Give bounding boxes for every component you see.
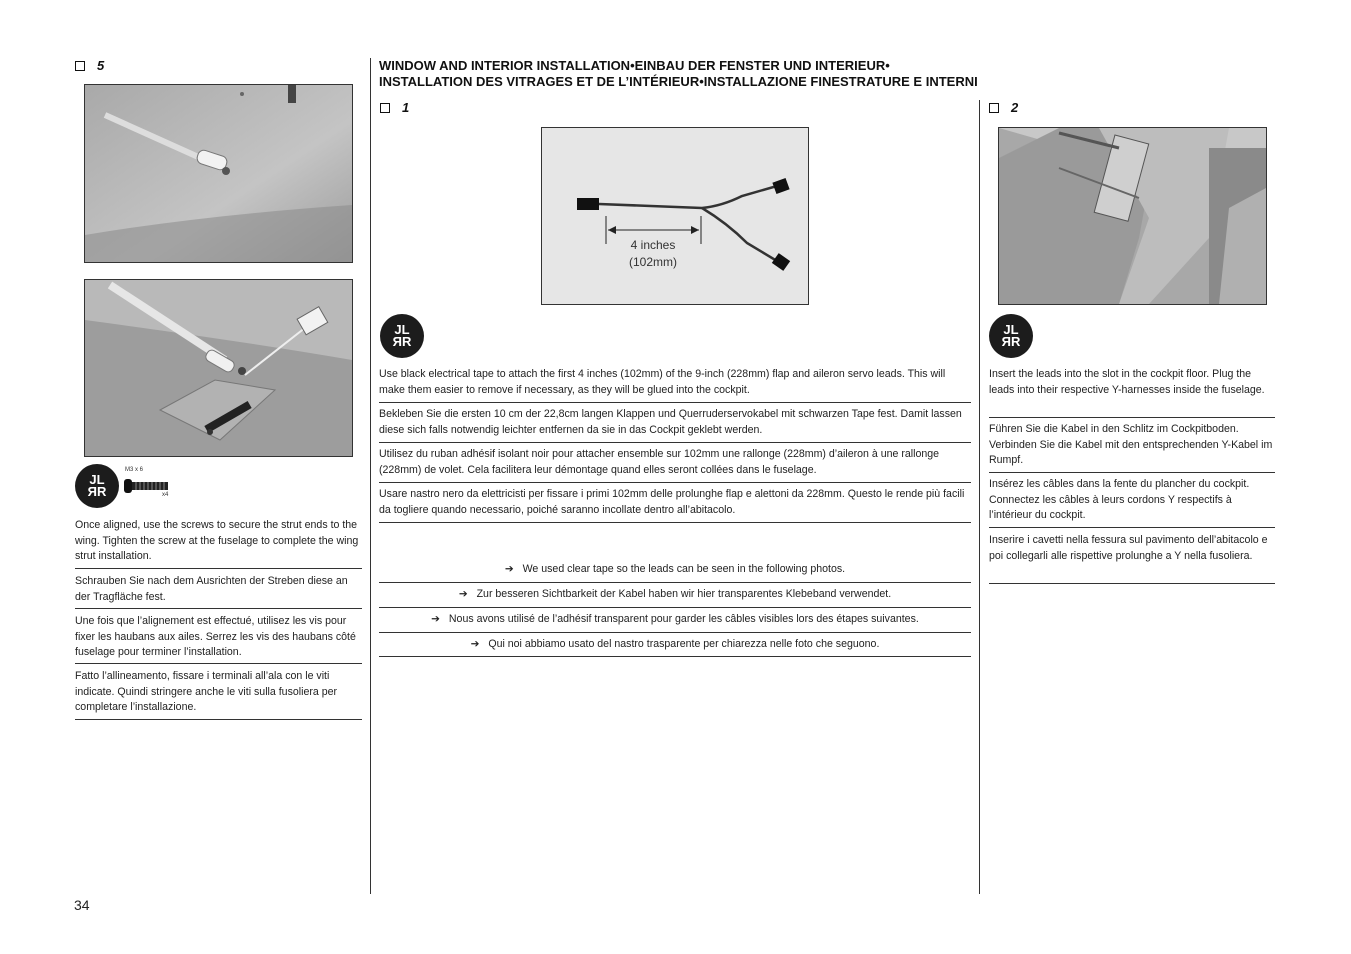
right-para-fr: Insérez les câbles dans la fente du plancher du cockpit. Connectez les câbles à leurs cordons Y respectifs à l’intérieur du cockpit. (989, 478, 1250, 521)
divider (379, 482, 971, 483)
right-para-en: Insert the leads into the slot in the cockpit floor. Plug the leads into their respective Y-harnesses inside the fuselage. (989, 368, 1265, 396)
glue-badge-icon (75, 464, 119, 508)
glue-badge-icon (989, 314, 1033, 358)
left-para-it: Fatto l’allineamento, fissare i terminali all’ala con le viti indicate. Quindi stringere anche le viti sulla fusoliera per completare l’installazione. (75, 670, 338, 713)
section-title-line1: WINDOW AND INTERIOR INSTALLATION•EINBAU DER FENSTER UND INTERIEUR• (379, 58, 890, 73)
step-2-heading (989, 100, 1018, 115)
note-text: Nous avons utilisé de l’adhésif transparent pour garder les câbles visibles lors des étapes suivantes. (448, 613, 919, 625)
divider (379, 442, 971, 443)
divider (379, 582, 971, 583)
badge-bottom-text: ЯR (392, 334, 412, 349)
step-1-heading (380, 100, 409, 115)
mid-para-de: Bekleben Sie die ersten 10 cm der 22,8cm langen Klappen und Querruderservokabel mit schwarzen Tape fest. Damit lassen diese sich falls notwendig leichter entfernen da sie in das Cockpit geklebt werden. (379, 408, 962, 436)
divider (75, 608, 362, 609)
step-5-heading (75, 58, 104, 73)
photo-strut-attachment-2 (84, 279, 353, 457)
mid-para-fr: Utilisez du ruban adhésif isolant noir pour attacher ensemble sur 102mm une rallonge (228mm) d’aileron à une rallonge (228mm) de volet. Cela facilitera leur démontage quand elles seront collées dans le fuselage. (379, 448, 940, 476)
column-divider-left (370, 58, 371, 894)
note-fr (379, 613, 971, 625)
divider (379, 607, 971, 608)
mid-para-en: Use black electrical tape to attach the first 4 inches (102mm) of the 9-inch (228mm) flap and aileron servo leads. This will make them easier to remove if necessary, as they will be glued into the cockpit. (379, 368, 946, 396)
section-title (379, 58, 978, 90)
hardware-qty: x4 (162, 492, 169, 498)
step-number: 2 (1011, 100, 1019, 115)
divider (379, 522, 971, 523)
note-text: Zur besseren Sichtbarkeit der Kabel haben wir hier transparentes Klebeband verwendet. (476, 588, 892, 600)
badge-bottom-text: ЯR (87, 484, 107, 499)
divider (75, 719, 362, 720)
note-en (379, 563, 971, 575)
step-number: 1 (402, 100, 410, 115)
right-para-it: Inserire i cavetti nella fessura sul pavimento dell’abitacolo e poi collegarli alle rispettive prolunghe a Y nella fusoliera. (989, 534, 1268, 562)
photo-cockpit-slot (998, 127, 1267, 305)
note-de (379, 588, 971, 600)
note-text: Qui noi abbiamo usato del nastro trasparente per chiarezza nelle foto che seguono. (488, 638, 880, 650)
note-it (379, 638, 971, 650)
page-number: 34 (74, 897, 90, 913)
measure-label-mm: (102mm) (628, 255, 677, 269)
hardware-label: M3 x 6 (125, 467, 144, 473)
divider (989, 472, 1275, 473)
left-para-en: Once aligned, use the screws to secure the strut ends to the wing. Tighten the screw at the fuselage to complete the wing strut installation. (75, 519, 359, 562)
checkbox-icon[interactable] (989, 103, 999, 113)
divider (75, 663, 362, 664)
section-title-line2: INSTALLATION DES VITRAGES ET DE L’INTÉRIEUR•INSTALLAZIONE FINESTRATURE E INTERNI (379, 74, 978, 89)
glue-badge-icon (380, 314, 424, 358)
left-para-fr: Une fois que l’alignement est effectué, utilisez les vis pour fixer les haubans aux ailes. Serrez les vis des haubans côté fuselage pour terminer l’installation. (75, 615, 356, 658)
badge-top-text: JL (394, 322, 410, 337)
checkbox-icon[interactable] (75, 61, 85, 71)
step-number: 5 (97, 58, 105, 73)
checkbox-icon[interactable] (380, 103, 390, 113)
divider (379, 402, 971, 403)
column-divider-right (979, 100, 980, 894)
photo-measure-label (542, 237, 764, 271)
divider (989, 583, 1275, 584)
mid-para-it: Usare nastro nero da elettricisti per fissare i primi 102mm delle prolunghe flap e alettoni da 228mm. Questo le rende più facili da togliere quando necessario, poiché saranno incollate dentro all’abitacolo. (379, 488, 965, 516)
badge-top-text: JL (89, 472, 105, 487)
arrow-right-icon: ➔ (431, 613, 441, 625)
arrow-right-icon: ➔ (504, 563, 514, 575)
divider (379, 632, 971, 633)
measure-label-inches: 4 inches (630, 238, 676, 252)
arrow-right-icon: ➔ (470, 638, 480, 650)
photo-servo-leads (541, 127, 809, 305)
divider (989, 527, 1275, 528)
badge-bottom-text: ЯR (1001, 334, 1021, 349)
photo-strut-attachment-1 (84, 84, 353, 263)
divider (75, 568, 362, 569)
divider (989, 417, 1275, 418)
badge-top-text: JL (1003, 322, 1019, 337)
arrow-right-icon: ➔ (458, 588, 468, 600)
note-text: We used clear tape so the leads can be seen in the following photos. (522, 563, 846, 575)
divider (379, 656, 971, 657)
left-para-de: Schrauben Sie nach dem Ausrichten der Streben diese an der Tragfläche fest. (75, 575, 348, 603)
right-para-de: Führen Sie die Kabel in den Schlitz im Cockpitboden. Verbinden Sie die Kabel mit den entsprechenden Y-Kabel im Rumpf. (989, 423, 1273, 466)
